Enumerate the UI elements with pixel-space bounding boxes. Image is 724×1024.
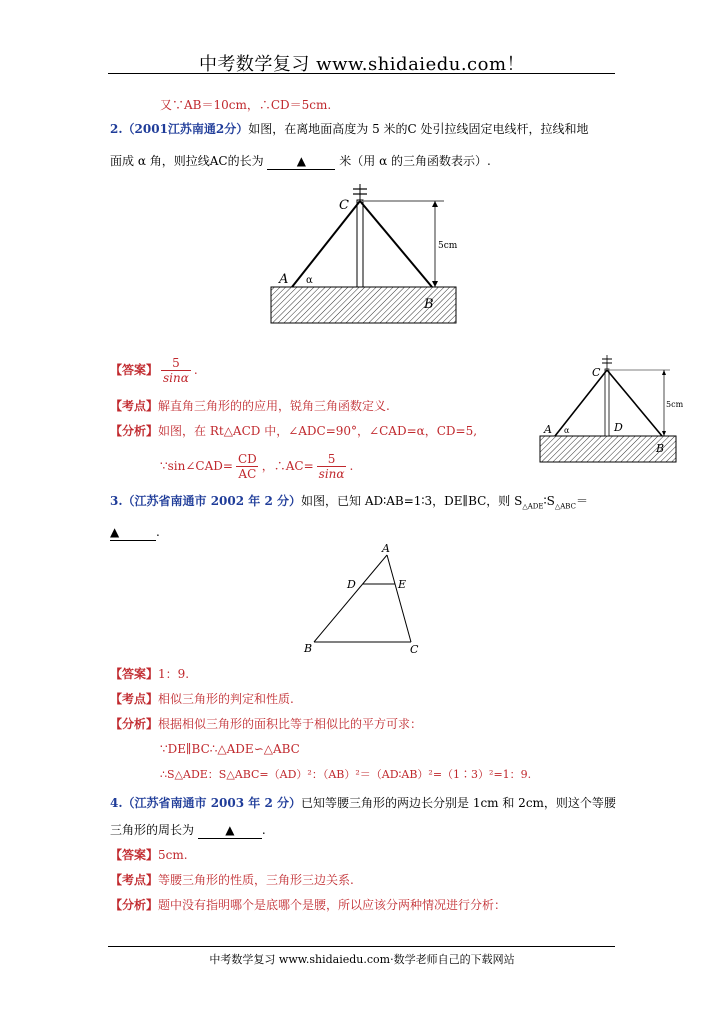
q2-point-tag: 【考点】 bbox=[110, 399, 159, 413]
q2-answer-tag: 【答案】 bbox=[110, 363, 159, 377]
q3-colon: ∶S bbox=[543, 494, 555, 508]
q4-text-2a: 三角形的周长为 bbox=[110, 823, 195, 837]
side-ac bbox=[387, 555, 411, 642]
q2-figure-2 bbox=[538, 352, 688, 464]
q2-figure bbox=[268, 180, 468, 330]
q1-tail: 又∵AB＝10cm，∴CD＝5cm. bbox=[160, 98, 332, 112]
q2-line-1 bbox=[110, 121, 589, 137]
q2-formula-frac2 bbox=[317, 452, 347, 481]
q3-answer-text: 1：9. bbox=[158, 667, 190, 681]
q2-formula-b: ，∴AC= bbox=[261, 459, 314, 473]
q2-blank-mark: ▲ bbox=[296, 154, 307, 168]
q3-blank bbox=[110, 524, 156, 541]
q2-number: 2. bbox=[110, 122, 123, 136]
q4-source: （江苏省南通市 2003 年 2 分） bbox=[122, 796, 301, 810]
label-2-height: 5cm bbox=[666, 400, 684, 409]
q3-analysis bbox=[110, 716, 422, 732]
pole-2 bbox=[605, 369, 609, 436]
arrow-head-down bbox=[432, 281, 438, 287]
q4-answer-text: 5cm. bbox=[158, 848, 188, 862]
label-height: 5cm bbox=[438, 241, 458, 251]
q4-number: 4. bbox=[110, 796, 123, 810]
label-e: E bbox=[398, 578, 407, 591]
q3-blank-mark: ▲ bbox=[110, 525, 120, 539]
q2-answer bbox=[110, 355, 198, 385]
q4-analysis-tag: 【分析】 bbox=[110, 898, 159, 912]
q2-text-2b: 米（用 α 的三角函数表示）. bbox=[339, 154, 491, 168]
q4-text-1: 已知等腰三角形的两边长分别是 1cm 和 2cm，则这个等腰 bbox=[301, 796, 616, 810]
q3-analysis-text: 根据相似三角形的面积比等于相似比的平方可求： bbox=[158, 717, 423, 731]
q2-text-2a: 面成 α 角，则拉线AC的长为 bbox=[110, 154, 264, 168]
q4-line-2 bbox=[110, 822, 266, 839]
q3-step-1: ∵DE∥BC∴△ADE∽△ABC bbox=[160, 742, 300, 756]
wire-cb bbox=[360, 201, 432, 287]
q4-answer-tag: 【答案】 bbox=[110, 848, 159, 862]
q3-answer bbox=[110, 666, 189, 682]
q3-eq: ＝ bbox=[575, 494, 588, 508]
label-alpha: α bbox=[306, 275, 313, 286]
q2-formula bbox=[160, 449, 353, 483]
wire-ac bbox=[292, 201, 360, 287]
q4-text-2b: . bbox=[261, 823, 266, 837]
q3-line-2: ▲ . bbox=[110, 525, 160, 539]
q3-figure bbox=[298, 540, 428, 658]
header-rule bbox=[108, 73, 615, 74]
arrow-head-up bbox=[432, 201, 438, 207]
q2-formula-den2: sinα bbox=[318, 466, 345, 481]
side-ab bbox=[314, 555, 387, 642]
pole bbox=[357, 200, 363, 287]
q4-point bbox=[110, 872, 354, 888]
q2-point bbox=[110, 398, 390, 414]
q2-answer-den: sinα bbox=[163, 370, 189, 385]
q4-point-text: 等腰三角形的性质，三角形三边关系. bbox=[158, 873, 354, 887]
q3-point-tag: 【考点】 bbox=[110, 692, 159, 706]
arrow-2-down bbox=[662, 431, 666, 436]
label-b: B bbox=[304, 642, 313, 655]
q2-formula-den1: AC bbox=[238, 466, 257, 481]
q2-point-text: 解直角三角形的的应用，锐角三角函数定义. bbox=[158, 399, 390, 413]
q2-analysis-tag: 【分析】 bbox=[110, 424, 159, 438]
page-header: 中考数学复习 www.shidaiedu.com！ bbox=[198, 54, 526, 75]
q2-answer-end: . bbox=[193, 363, 198, 377]
footer-rule bbox=[108, 946, 615, 947]
q4-point-tag: 【考点】 bbox=[110, 873, 159, 887]
q3-point-text: 相似三角形的判定和性质. bbox=[158, 692, 294, 706]
q3-analysis-tag: 【分析】 bbox=[110, 717, 159, 731]
page-footer: 中考数学复习 www.shidaiedu.com·数学老师自己的下载网站 bbox=[209, 953, 515, 966]
q4-analysis bbox=[110, 897, 506, 913]
q2-analysis-text: 如图，在 Rt△ACD 中，∠ADC=90°，∠CAD=α，CD=5, bbox=[158, 424, 478, 438]
q2-formula-num1: CD bbox=[237, 451, 257, 466]
q2-analysis bbox=[110, 423, 477, 439]
q4-blank bbox=[198, 822, 262, 839]
q3-line-1 bbox=[110, 493, 588, 514]
label-2-alpha: α bbox=[564, 426, 570, 435]
q3-sub-2: △ABC bbox=[554, 502, 576, 511]
label-2-b: B bbox=[656, 442, 665, 455]
q3-source: （江苏省南通市 2002 年 2 分） bbox=[122, 494, 301, 508]
q3-step-2: ∴S△ADE：S△ABC=（AD）²：（AB）²＝（AD∶AB）²=（1∶3）²=1：9. bbox=[160, 768, 532, 781]
q2-source: （2001江苏南通2分） bbox=[122, 122, 249, 136]
q3-point bbox=[110, 691, 294, 707]
q2-formula-frac1 bbox=[236, 452, 259, 481]
q3-number: 3. bbox=[110, 494, 123, 508]
q2-answer-num: 5 bbox=[172, 355, 180, 370]
q2-formula-num2: 5 bbox=[327, 451, 336, 466]
label-a: A bbox=[382, 542, 390, 555]
q4-line-1 bbox=[110, 795, 616, 811]
arrow-2-up bbox=[662, 370, 666, 375]
q3-sub-1: △ADE bbox=[522, 502, 544, 511]
q3-text-1: 如图，已知 AD∶AB=1∶3，DE∥BC，则 S bbox=[301, 494, 523, 508]
label-2-d: D bbox=[614, 421, 623, 434]
q4-analysis-text: 题中没有指明哪个是底哪个是腰，所以应该分两种情况进行分析： bbox=[158, 898, 507, 912]
q2-formula-a: ∵sin∠CAD= bbox=[160, 459, 233, 473]
q4-answer bbox=[110, 847, 188, 863]
q2-blank bbox=[267, 153, 335, 170]
q2-text-1: 如图，在离地面高度为 5 米的C 处引拉线固定电线杆，拉线和地 bbox=[248, 122, 589, 136]
label-d: D bbox=[347, 578, 356, 591]
q2-answer-fraction bbox=[161, 356, 191, 385]
label-a: A bbox=[279, 272, 289, 287]
label-2-a: A bbox=[544, 423, 552, 436]
label-c: C bbox=[410, 643, 419, 656]
q3-answer-tag: 【答案】 bbox=[110, 667, 159, 681]
label-b: B bbox=[424, 297, 434, 312]
wire-2-ac bbox=[555, 370, 607, 436]
label-c: C bbox=[339, 198, 349, 213]
q2-line-2 bbox=[110, 153, 491, 170]
label-2-c: C bbox=[592, 366, 601, 379]
q4-blank-mark: ▲ bbox=[225, 823, 235, 837]
q2-formula-end: . bbox=[349, 459, 354, 473]
